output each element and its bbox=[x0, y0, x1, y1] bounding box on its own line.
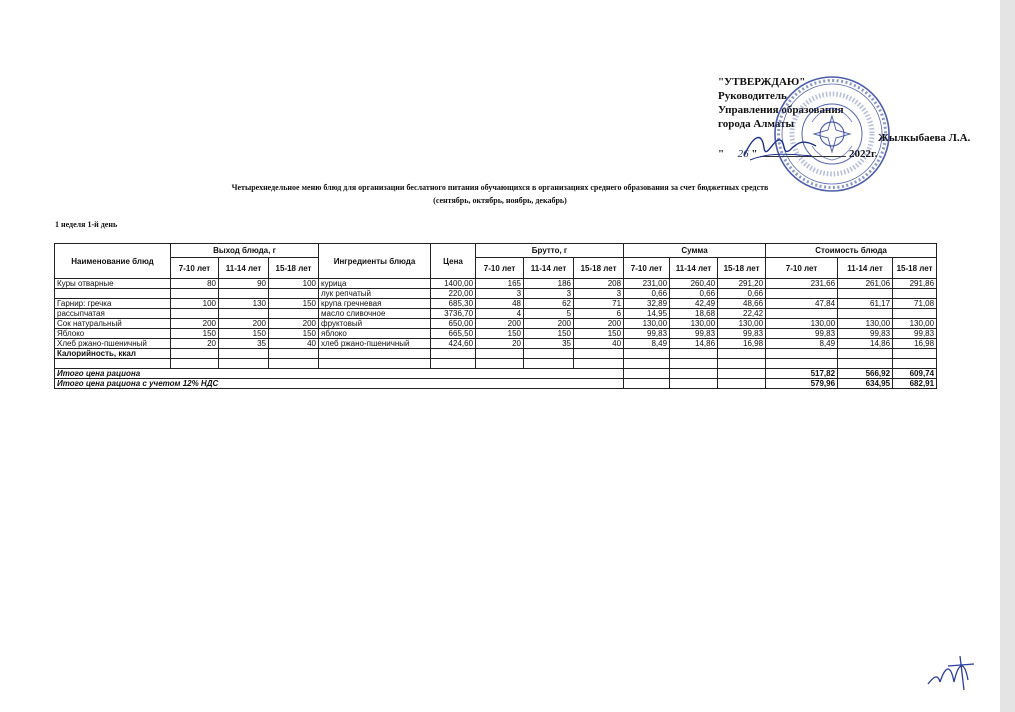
table-cell: 650,00 bbox=[431, 319, 476, 329]
header-gross: Брутто, г bbox=[476, 244, 624, 258]
date-year: 2022г. bbox=[848, 148, 878, 160]
table-cell: 3 bbox=[476, 289, 524, 299]
table-cell: 8,49 bbox=[766, 339, 838, 349]
table-cell: 90 bbox=[219, 279, 269, 289]
approval-department: Управления образования bbox=[718, 104, 844, 116]
table-subheader-row bbox=[55, 258, 937, 279]
table-cell: 150 bbox=[269, 329, 319, 339]
table-cell bbox=[574, 359, 624, 369]
total-row-label: Итого цена рациона bbox=[55, 369, 624, 379]
table-cell bbox=[838, 359, 893, 369]
initials-signature-icon bbox=[924, 652, 980, 692]
table-cell bbox=[476, 359, 524, 369]
header-ingredients: Ингредиенты блюда bbox=[319, 244, 431, 279]
table-cell bbox=[55, 289, 171, 299]
header-age: 15-18 лет bbox=[893, 258, 937, 279]
table-cell bbox=[838, 289, 893, 299]
table-cell bbox=[524, 349, 574, 359]
table-cell: крупа гречневая bbox=[319, 299, 431, 309]
header-age: 11-14 лет bbox=[524, 258, 574, 279]
table-cell: 80 bbox=[171, 279, 219, 289]
table-row bbox=[55, 309, 937, 319]
table-cell bbox=[893, 309, 937, 319]
table-cell: 71 bbox=[574, 299, 624, 309]
viewer-edge bbox=[1000, 0, 1015, 712]
table-cell: рассыпчатая bbox=[55, 309, 171, 319]
table-cell: 14,95 bbox=[624, 309, 670, 319]
table-cell: 1400,00 bbox=[431, 279, 476, 289]
table-cell: хлеб ржано-пшеничный bbox=[319, 339, 431, 349]
table-cell: 48,66 bbox=[718, 299, 766, 309]
table-cell bbox=[718, 369, 766, 379]
table-header-row bbox=[55, 244, 937, 258]
table-cell bbox=[766, 349, 838, 359]
table-cell: 47,84 bbox=[766, 299, 838, 309]
document-subtitle: (сентябрь, октябрь, ноябрь, декабрь) bbox=[433, 196, 567, 205]
total-vat-row-value: 634,95 bbox=[838, 379, 893, 389]
table-cell: 4 bbox=[476, 309, 524, 319]
table-row bbox=[55, 329, 937, 339]
table-cell: 150 bbox=[269, 299, 319, 309]
table-cell: 200 bbox=[171, 319, 219, 329]
table-cell bbox=[838, 309, 893, 319]
date-quote-close: " bbox=[751, 148, 758, 160]
table-cell: 261,06 bbox=[838, 279, 893, 289]
table-cell bbox=[766, 359, 838, 369]
table-cell bbox=[219, 289, 269, 299]
table-cell: 6 bbox=[574, 309, 624, 319]
table-cell bbox=[766, 309, 838, 319]
table-cell bbox=[55, 359, 171, 369]
approval-heading: "УТВЕРЖДАЮ" bbox=[718, 76, 806, 88]
table-cell: 35 bbox=[219, 339, 269, 349]
table-cell: 40 bbox=[269, 339, 319, 349]
approval-block bbox=[718, 75, 971, 161]
table-cell: 0,66 bbox=[670, 289, 718, 299]
header-age: 7-10 лет bbox=[171, 258, 219, 279]
table-cell bbox=[718, 379, 766, 389]
table-cell bbox=[670, 349, 718, 359]
table-cell bbox=[171, 359, 219, 369]
table-cell: 99,83 bbox=[838, 329, 893, 339]
table-cell: 130,00 bbox=[624, 319, 670, 329]
signature-line bbox=[718, 131, 971, 145]
table-cell bbox=[219, 349, 269, 359]
table-row bbox=[55, 299, 937, 309]
table-cell bbox=[219, 359, 269, 369]
table-cell: масло сливочное bbox=[319, 309, 431, 319]
table-cell bbox=[670, 359, 718, 369]
total-row-value: 566,92 bbox=[838, 369, 893, 379]
signer-name: Жылкыбаева Л.А. bbox=[878, 132, 971, 144]
table-cell: 685,30 bbox=[431, 299, 476, 309]
table-cell: 3 bbox=[524, 289, 574, 299]
table-cell: 99,83 bbox=[766, 329, 838, 339]
table-cell: 0,66 bbox=[718, 289, 766, 299]
header-age: 7-10 лет bbox=[476, 258, 524, 279]
header-age: 11-14 лет bbox=[670, 258, 718, 279]
table-row bbox=[55, 339, 937, 349]
table-cell bbox=[269, 359, 319, 369]
total-vat-row bbox=[55, 379, 937, 389]
table-cell: 130,00 bbox=[893, 319, 937, 329]
table-cell: 150 bbox=[524, 329, 574, 339]
header-age: 7-10 лет bbox=[624, 258, 670, 279]
table-cell: 99,83 bbox=[893, 329, 937, 339]
table-cell: 200 bbox=[219, 319, 269, 329]
header-age: 15-18 лет bbox=[269, 258, 319, 279]
table-cell: 186 bbox=[524, 279, 574, 289]
table-cell: 150 bbox=[219, 329, 269, 339]
table-cell bbox=[893, 289, 937, 299]
table-cell: 200 bbox=[574, 319, 624, 329]
table-cell: 3 bbox=[574, 289, 624, 299]
table-cell: 8,49 bbox=[624, 339, 670, 349]
table-cell bbox=[171, 289, 219, 299]
table-cell: Куры отварные bbox=[55, 279, 171, 289]
table-cell: 200 bbox=[476, 319, 524, 329]
calories-row bbox=[55, 349, 937, 359]
table-cell: 100 bbox=[269, 279, 319, 289]
table-cell: 16,98 bbox=[718, 339, 766, 349]
table-cell bbox=[269, 309, 319, 319]
table-cell: 5 bbox=[524, 309, 574, 319]
table-cell: 150 bbox=[171, 329, 219, 339]
table-cell bbox=[431, 349, 476, 359]
header-dish: Наименование блюд bbox=[55, 244, 171, 279]
table-cell: 130,00 bbox=[766, 319, 838, 329]
table-cell: 35 bbox=[524, 339, 574, 349]
table-cell bbox=[171, 309, 219, 319]
table-cell: 40 bbox=[574, 339, 624, 349]
total-row bbox=[55, 369, 937, 379]
table-cell: 0,66 bbox=[624, 289, 670, 299]
table-cell bbox=[838, 349, 893, 359]
table-cell: 165 bbox=[476, 279, 524, 289]
table-cell: 71,08 bbox=[893, 299, 937, 309]
table-cell: 99,83 bbox=[718, 329, 766, 339]
total-row-value: 517,82 bbox=[766, 369, 838, 379]
table-cell: 48 bbox=[476, 299, 524, 309]
approval-city: города Алматы bbox=[718, 118, 795, 130]
table-cell: 14,86 bbox=[670, 339, 718, 349]
date-quote-open: " bbox=[718, 148, 725, 160]
table-cell bbox=[219, 309, 269, 319]
table-cell: 200 bbox=[269, 319, 319, 329]
table-cell: 16,98 bbox=[893, 339, 937, 349]
header-age: 15-18 лет bbox=[574, 258, 624, 279]
header-age: 15-18 лет bbox=[718, 258, 766, 279]
calories-label: Калорийность, ккал bbox=[55, 349, 171, 359]
table-row bbox=[55, 319, 937, 329]
week-day-label: 1 неделя 1-й день bbox=[55, 220, 118, 229]
table-cell: Сок натуральный bbox=[55, 319, 171, 329]
table-cell bbox=[624, 349, 670, 359]
table-cell: 665,50 bbox=[431, 329, 476, 339]
table-cell: 18,68 bbox=[670, 309, 718, 319]
table-cell bbox=[670, 379, 718, 389]
table-row bbox=[55, 279, 937, 289]
blank-row bbox=[55, 359, 937, 369]
table-cell: Гарнир: гречка bbox=[55, 299, 171, 309]
table-cell: 130,00 bbox=[718, 319, 766, 329]
table-cell: 208 bbox=[574, 279, 624, 289]
header-cost: Стоимость блюда bbox=[766, 244, 937, 258]
table-cell bbox=[670, 369, 718, 379]
table-cell: Хлеб ржано-пшеничный bbox=[55, 339, 171, 349]
table-cell: курица bbox=[319, 279, 431, 289]
approval-position: Руководитель bbox=[718, 90, 787, 102]
table-cell: 291,20 bbox=[718, 279, 766, 289]
header-age: 7-10 лет bbox=[766, 258, 838, 279]
table-cell bbox=[269, 349, 319, 359]
table-cell: 231,00 bbox=[624, 279, 670, 289]
header-price: Цена bbox=[431, 244, 476, 279]
table-cell: 22,42 bbox=[718, 309, 766, 319]
table-cell bbox=[319, 359, 431, 369]
table-cell: 99,83 bbox=[624, 329, 670, 339]
table-cell bbox=[893, 359, 937, 369]
total-vat-row-label: Итого цена рациона с учетом 12% НДС bbox=[55, 379, 624, 389]
table-cell: Яблоко bbox=[55, 329, 171, 339]
table-cell: 3736,70 bbox=[431, 309, 476, 319]
table-cell: 20 bbox=[476, 339, 524, 349]
header-sum: Сумма bbox=[624, 244, 766, 258]
total-row-value: 609,74 bbox=[893, 369, 937, 379]
document-title: Четырехнедельное меню блюд для организации беслатного питания обучающихся в организациях среднего образования за счет бюджетных средств bbox=[231, 183, 769, 192]
table-cell: яблоко bbox=[319, 329, 431, 339]
total-vat-row-value: 682,91 bbox=[893, 379, 937, 389]
table-cell: фруктовый bbox=[319, 319, 431, 329]
table-cell bbox=[476, 349, 524, 359]
table-cell: 220,00 bbox=[431, 289, 476, 299]
table-cell: 150 bbox=[476, 329, 524, 339]
table-cell: 291,86 bbox=[893, 279, 937, 289]
table-cell bbox=[718, 349, 766, 359]
table-cell: 62 bbox=[524, 299, 574, 309]
table-cell bbox=[574, 349, 624, 359]
table-row bbox=[55, 289, 937, 299]
table-cell: 130 bbox=[219, 299, 269, 309]
approval-date bbox=[718, 147, 877, 161]
table-cell: 99,83 bbox=[670, 329, 718, 339]
header-yield: Выход блюда, г bbox=[171, 244, 319, 258]
total-vat-row-value: 579,96 bbox=[766, 379, 838, 389]
table-cell: 231,66 bbox=[766, 279, 838, 289]
table-cell: 150 bbox=[574, 329, 624, 339]
date-day: 26 bbox=[737, 148, 749, 160]
table-cell bbox=[893, 349, 937, 359]
table-cell: 20 bbox=[171, 339, 219, 349]
table-cell: 61,17 bbox=[838, 299, 893, 309]
table-cell: 424,60 bbox=[431, 339, 476, 349]
table-cell bbox=[269, 289, 319, 299]
menu-table bbox=[54, 243, 937, 389]
table-cell: 42,49 bbox=[670, 299, 718, 309]
table-cell bbox=[718, 359, 766, 369]
table-cell: 200 bbox=[524, 319, 574, 329]
table-cell bbox=[624, 359, 670, 369]
table-cell: 130,00 bbox=[838, 319, 893, 329]
table-cell bbox=[624, 379, 670, 389]
header-age: 11-14 лет bbox=[838, 258, 893, 279]
table-cell: 100 bbox=[171, 299, 219, 309]
table-cell bbox=[319, 349, 431, 359]
table-cell: 130,00 bbox=[670, 319, 718, 329]
table-cell bbox=[431, 359, 476, 369]
header-age: 11-14 лет bbox=[219, 258, 269, 279]
table-cell: 260,40 bbox=[670, 279, 718, 289]
table-cell: 32,89 bbox=[624, 299, 670, 309]
table-cell bbox=[624, 369, 670, 379]
table-cell: 14,86 bbox=[838, 339, 893, 349]
table-cell: лук репчатый bbox=[319, 289, 431, 299]
table-cell bbox=[524, 359, 574, 369]
table-cell bbox=[171, 349, 219, 359]
table-cell bbox=[766, 289, 838, 299]
